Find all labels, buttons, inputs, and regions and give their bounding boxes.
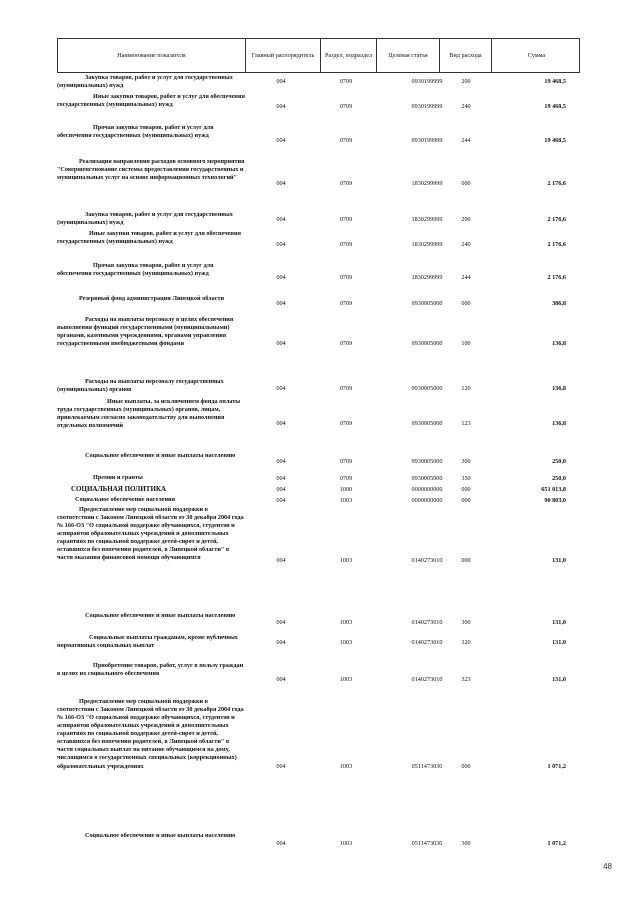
row-vid: 120 xyxy=(461,384,471,392)
row-summa: 651 013,8 xyxy=(541,485,566,493)
table-row xyxy=(57,262,580,294)
row-summa: 131,0 xyxy=(552,556,566,564)
row-celevaya: 9930005000 xyxy=(411,299,443,307)
row-summa: 2 176,6 xyxy=(547,179,566,187)
row-name: Социальное обеспечение населения xyxy=(75,496,175,503)
row-razdel: 1003 xyxy=(339,839,353,847)
row-razdel: 0709 xyxy=(339,299,353,307)
row-name: Резервный фонд администрации Липецкой области xyxy=(79,295,225,302)
row-glavny: 004 xyxy=(276,839,286,847)
row-razdel: 0709 xyxy=(339,474,353,482)
row-summa: 131,0 xyxy=(552,675,566,683)
row-celevaya: 0140273010 xyxy=(411,618,443,626)
row-razdel: 0709 xyxy=(339,384,353,392)
row-summa: 19 468,5 xyxy=(544,102,566,110)
row-glavny: 004 xyxy=(276,273,286,281)
row-vid: 200 xyxy=(461,77,471,85)
row-name: Расходы на выплаты персоналу государственных (муниципальных) органов xyxy=(57,378,224,394)
report-table xyxy=(57,38,580,73)
row-celevaya: 0000000000 xyxy=(411,485,443,493)
row-name: СОЦИАЛЬНАЯ ПОЛИТИКА xyxy=(71,485,167,493)
row-glavny: 004 xyxy=(276,102,286,110)
table-row xyxy=(57,634,580,652)
row-vid: 320 xyxy=(461,638,471,646)
row-glavny: 004 xyxy=(276,77,286,85)
row-name: Премии и гранты xyxy=(93,474,143,481)
row-celevaya: 9930005000 xyxy=(411,339,443,347)
row-summa: 19 468,5 xyxy=(544,77,566,85)
row-celevaya: 1830299999 xyxy=(411,240,443,248)
row-celevaya: 0000000000 xyxy=(411,496,443,504)
table-row xyxy=(57,474,580,484)
row-name: Реализация направления расходов основного мероприятия "Совершенствование системы предоставления государственных и муниципальных услуг на основе информационных технологий" xyxy=(57,158,245,182)
row-vid: 350 xyxy=(461,474,471,482)
row-glavny: 004 xyxy=(276,384,286,392)
row-celevaya: 0511473030 xyxy=(411,762,443,770)
table-row xyxy=(57,124,580,158)
row-celevaya: 1830299999 xyxy=(411,273,443,281)
row-celevaya: 1830299999 xyxy=(411,215,443,223)
row-name: Прочая закупка товаров, работ и услуг для обеспечения государственных (муниципальных) нужд xyxy=(57,262,214,278)
row-vid: 000 xyxy=(461,496,471,504)
row-name: Социальное обеспечение и иные выплаты населению xyxy=(85,832,236,839)
header-celevaya: Целевая статья xyxy=(376,39,439,72)
row-vid: 123 xyxy=(461,419,471,427)
row-name: Социальное обеспечение и иные выплаты населению xyxy=(85,452,236,459)
row-name: Иные закупки товаров, работ и услуг для обеспечения государственных (муниципальных) нужд xyxy=(57,230,241,246)
row-summa: 136,8 xyxy=(552,384,566,392)
row-summa: 1 071,2 xyxy=(547,762,566,770)
table-row xyxy=(57,485,580,495)
row-razdel: 0709 xyxy=(339,240,353,248)
row-summa: 2 176,6 xyxy=(547,240,566,248)
row-name: Социальные выплаты гражданам, кроме публичных нормативных социальных выплат xyxy=(57,634,238,650)
row-name: Предоставление мер социальной поддержки в соответствии с Законом Липецкой области от 30 декабря 2004 года № 166-ОЗ "О социальной поддержке обучающихся, студентов и аспирантов образовательных учреждений и дополнительных гарантиях по социальной поддержке детей-сирот и детей, оставшихся без попечения родителей, в Липецкой области" в части оказания финансовой помощи обучающимся xyxy=(57,506,244,562)
header-summa: Сумма xyxy=(491,39,581,72)
row-celevaya: 1830299999 xyxy=(411,179,443,187)
row-name: Закупка товаров, работ и услуг для государственных (муниципальных) нужд xyxy=(57,211,233,227)
row-celevaya: 0140273010 xyxy=(411,556,443,564)
row-razdel: 0709 xyxy=(339,215,353,223)
row-glavny: 004 xyxy=(276,339,286,347)
table-row xyxy=(57,496,580,506)
row-name: Приобретение товаров, работ, услуг в пользу граждан в целях их социального обеспечения xyxy=(57,662,244,678)
row-glavny: 004 xyxy=(276,474,286,482)
table-row xyxy=(57,662,580,698)
table-header xyxy=(57,38,580,73)
row-vid: 240 xyxy=(461,102,471,110)
row-name: Предоставление мер социальной поддержки в соответствии с Законом Липецкой области от 30 декабря 2004 года № 166-ОЗ "О социальной поддержке обучающихся, студентов и аспирантов образовательных учреждений и дополнительных гарантиях по социальной поддержке детей-сирот и детей, оставшихся без попечения родителей, в Липецкой области" в части социальных выплат на питание обучающимся на дому, числящимся в государственных специальных (коррекционных) образовательных учреждениях xyxy=(57,698,244,770)
row-summa: 131,0 xyxy=(552,638,566,646)
row-glavny: 004 xyxy=(276,240,286,248)
row-name: Расходы на выплаты персоналу в целях обеспечения выполнения функций государственными (муниципальными) органами, казенными учреждениями, органами управления государственными внебюджетными фондами xyxy=(57,316,234,348)
row-vid: 000 xyxy=(461,179,471,187)
row-vid: 300 xyxy=(461,457,471,465)
row-vid: 244 xyxy=(461,136,471,144)
row-name: Иные закупки товаров, работ и услуг для обеспечения государственных (муниципальных) нужд xyxy=(57,93,245,109)
row-razdel: 0709 xyxy=(339,457,353,465)
row-summa: 136,8 xyxy=(552,339,566,347)
row-name: Закупка товаров, работ и услуг для государственных (муниципальных) нужд xyxy=(57,74,233,90)
table-row xyxy=(57,378,580,400)
header-razdel: Раздел, подраздел xyxy=(320,39,376,72)
row-razdel: 1003 xyxy=(339,762,353,770)
row-razdel: 0709 xyxy=(339,339,353,347)
row-glavny: 004 xyxy=(276,638,286,646)
row-celevaya: 0140273010 xyxy=(411,675,443,683)
row-celevaya: 9930005000 xyxy=(411,384,443,392)
row-summa: 1 071,2 xyxy=(547,839,566,847)
row-glavny: 004 xyxy=(276,618,286,626)
row-razdel: 0709 xyxy=(339,273,353,281)
row-summa: 19 468,5 xyxy=(544,136,566,144)
row-razdel: 0709 xyxy=(339,179,353,187)
table-row xyxy=(57,93,580,120)
row-vid: 100 xyxy=(461,339,471,347)
table-row xyxy=(57,230,580,260)
row-razdel: 1003 xyxy=(339,496,353,504)
row-vid: 240 xyxy=(461,240,471,248)
row-razdel: 0709 xyxy=(339,77,353,85)
row-name: Иные выплаты, за исключением фонда оплаты труда государственных (муниципальных) органов, лицам, привлекаемым согласно законодательству для выполнения отдельных полномочий xyxy=(57,398,241,430)
row-glavny: 004 xyxy=(276,136,286,144)
row-summa: 131,0 xyxy=(552,618,566,626)
row-glavny: 004 xyxy=(276,215,286,223)
row-vid: 300 xyxy=(461,618,471,626)
row-razdel: 1003 xyxy=(339,618,353,626)
table-row xyxy=(57,506,580,616)
row-razdel: 1003 xyxy=(339,556,353,564)
row-vid: 000 xyxy=(461,299,471,307)
row-summa: 250,0 xyxy=(552,474,566,482)
row-glavny: 004 xyxy=(276,496,286,504)
row-vid: 200 xyxy=(461,215,471,223)
row-vid: 000 xyxy=(461,556,471,564)
header-vid: Вид расхода xyxy=(439,39,491,72)
row-vid: 323 xyxy=(461,675,471,683)
row-celevaya: 0930199999 xyxy=(411,136,443,144)
row-celevaya: 0930199999 xyxy=(411,77,443,85)
row-celevaya: 0930199999 xyxy=(411,102,443,110)
row-glavny: 004 xyxy=(276,556,286,564)
row-name: Социальное обеспечение и иные выплаты населению xyxy=(85,612,236,619)
row-vid: 000 xyxy=(461,485,471,493)
row-summa: 2 176,6 xyxy=(547,273,566,281)
page-number: 48 xyxy=(603,862,612,871)
table-row xyxy=(57,211,580,229)
table-row xyxy=(57,158,580,210)
table-row xyxy=(57,316,580,372)
row-razdel: 0709 xyxy=(339,419,353,427)
row-razdel: 0709 xyxy=(339,102,353,110)
row-summa: 90 803,0 xyxy=(544,496,566,504)
table-row xyxy=(57,398,580,450)
row-celevaya: 9930005000 xyxy=(411,419,443,427)
row-glavny: 004 xyxy=(276,675,286,683)
row-glavny: 004 xyxy=(276,485,286,493)
row-glavny: 004 xyxy=(276,762,286,770)
row-summa: 386,8 xyxy=(552,299,566,307)
row-razdel: 1003 xyxy=(339,638,353,646)
row-glavny: 004 xyxy=(276,179,286,187)
row-summa: 250,0 xyxy=(552,457,566,465)
row-glavny: 004 xyxy=(276,419,286,427)
table-row xyxy=(57,295,580,313)
table-row xyxy=(57,452,580,472)
row-celevaya: 0511473030 xyxy=(411,839,443,847)
header-glavny: Главный распорядитель xyxy=(245,39,320,72)
row-vid: 000 xyxy=(461,762,471,770)
table-row xyxy=(57,698,580,836)
table-row xyxy=(57,74,580,90)
row-summa: 136,8 xyxy=(552,419,566,427)
row-celevaya: 9930005000 xyxy=(411,457,443,465)
row-summa: 2 176,6 xyxy=(547,215,566,223)
row-vid: 244 xyxy=(461,273,471,281)
row-glavny: 004 xyxy=(276,299,286,307)
table-row xyxy=(57,832,580,856)
row-celevaya: 9930005000 xyxy=(411,474,443,482)
row-vid: 300 xyxy=(461,839,471,847)
row-celevaya: 0140273010 xyxy=(411,638,443,646)
row-glavny: 004 xyxy=(276,457,286,465)
row-name: Прочая закупка товаров, работ и услуг для обеспечения государственных (муниципальных) нужд xyxy=(57,124,214,140)
table-row xyxy=(57,612,580,634)
header-name: Наименование показателя xyxy=(117,51,186,59)
row-razdel: 0709 xyxy=(339,136,353,144)
row-razdel: 1003 xyxy=(339,675,353,683)
row-razdel: 1000 xyxy=(339,485,353,493)
